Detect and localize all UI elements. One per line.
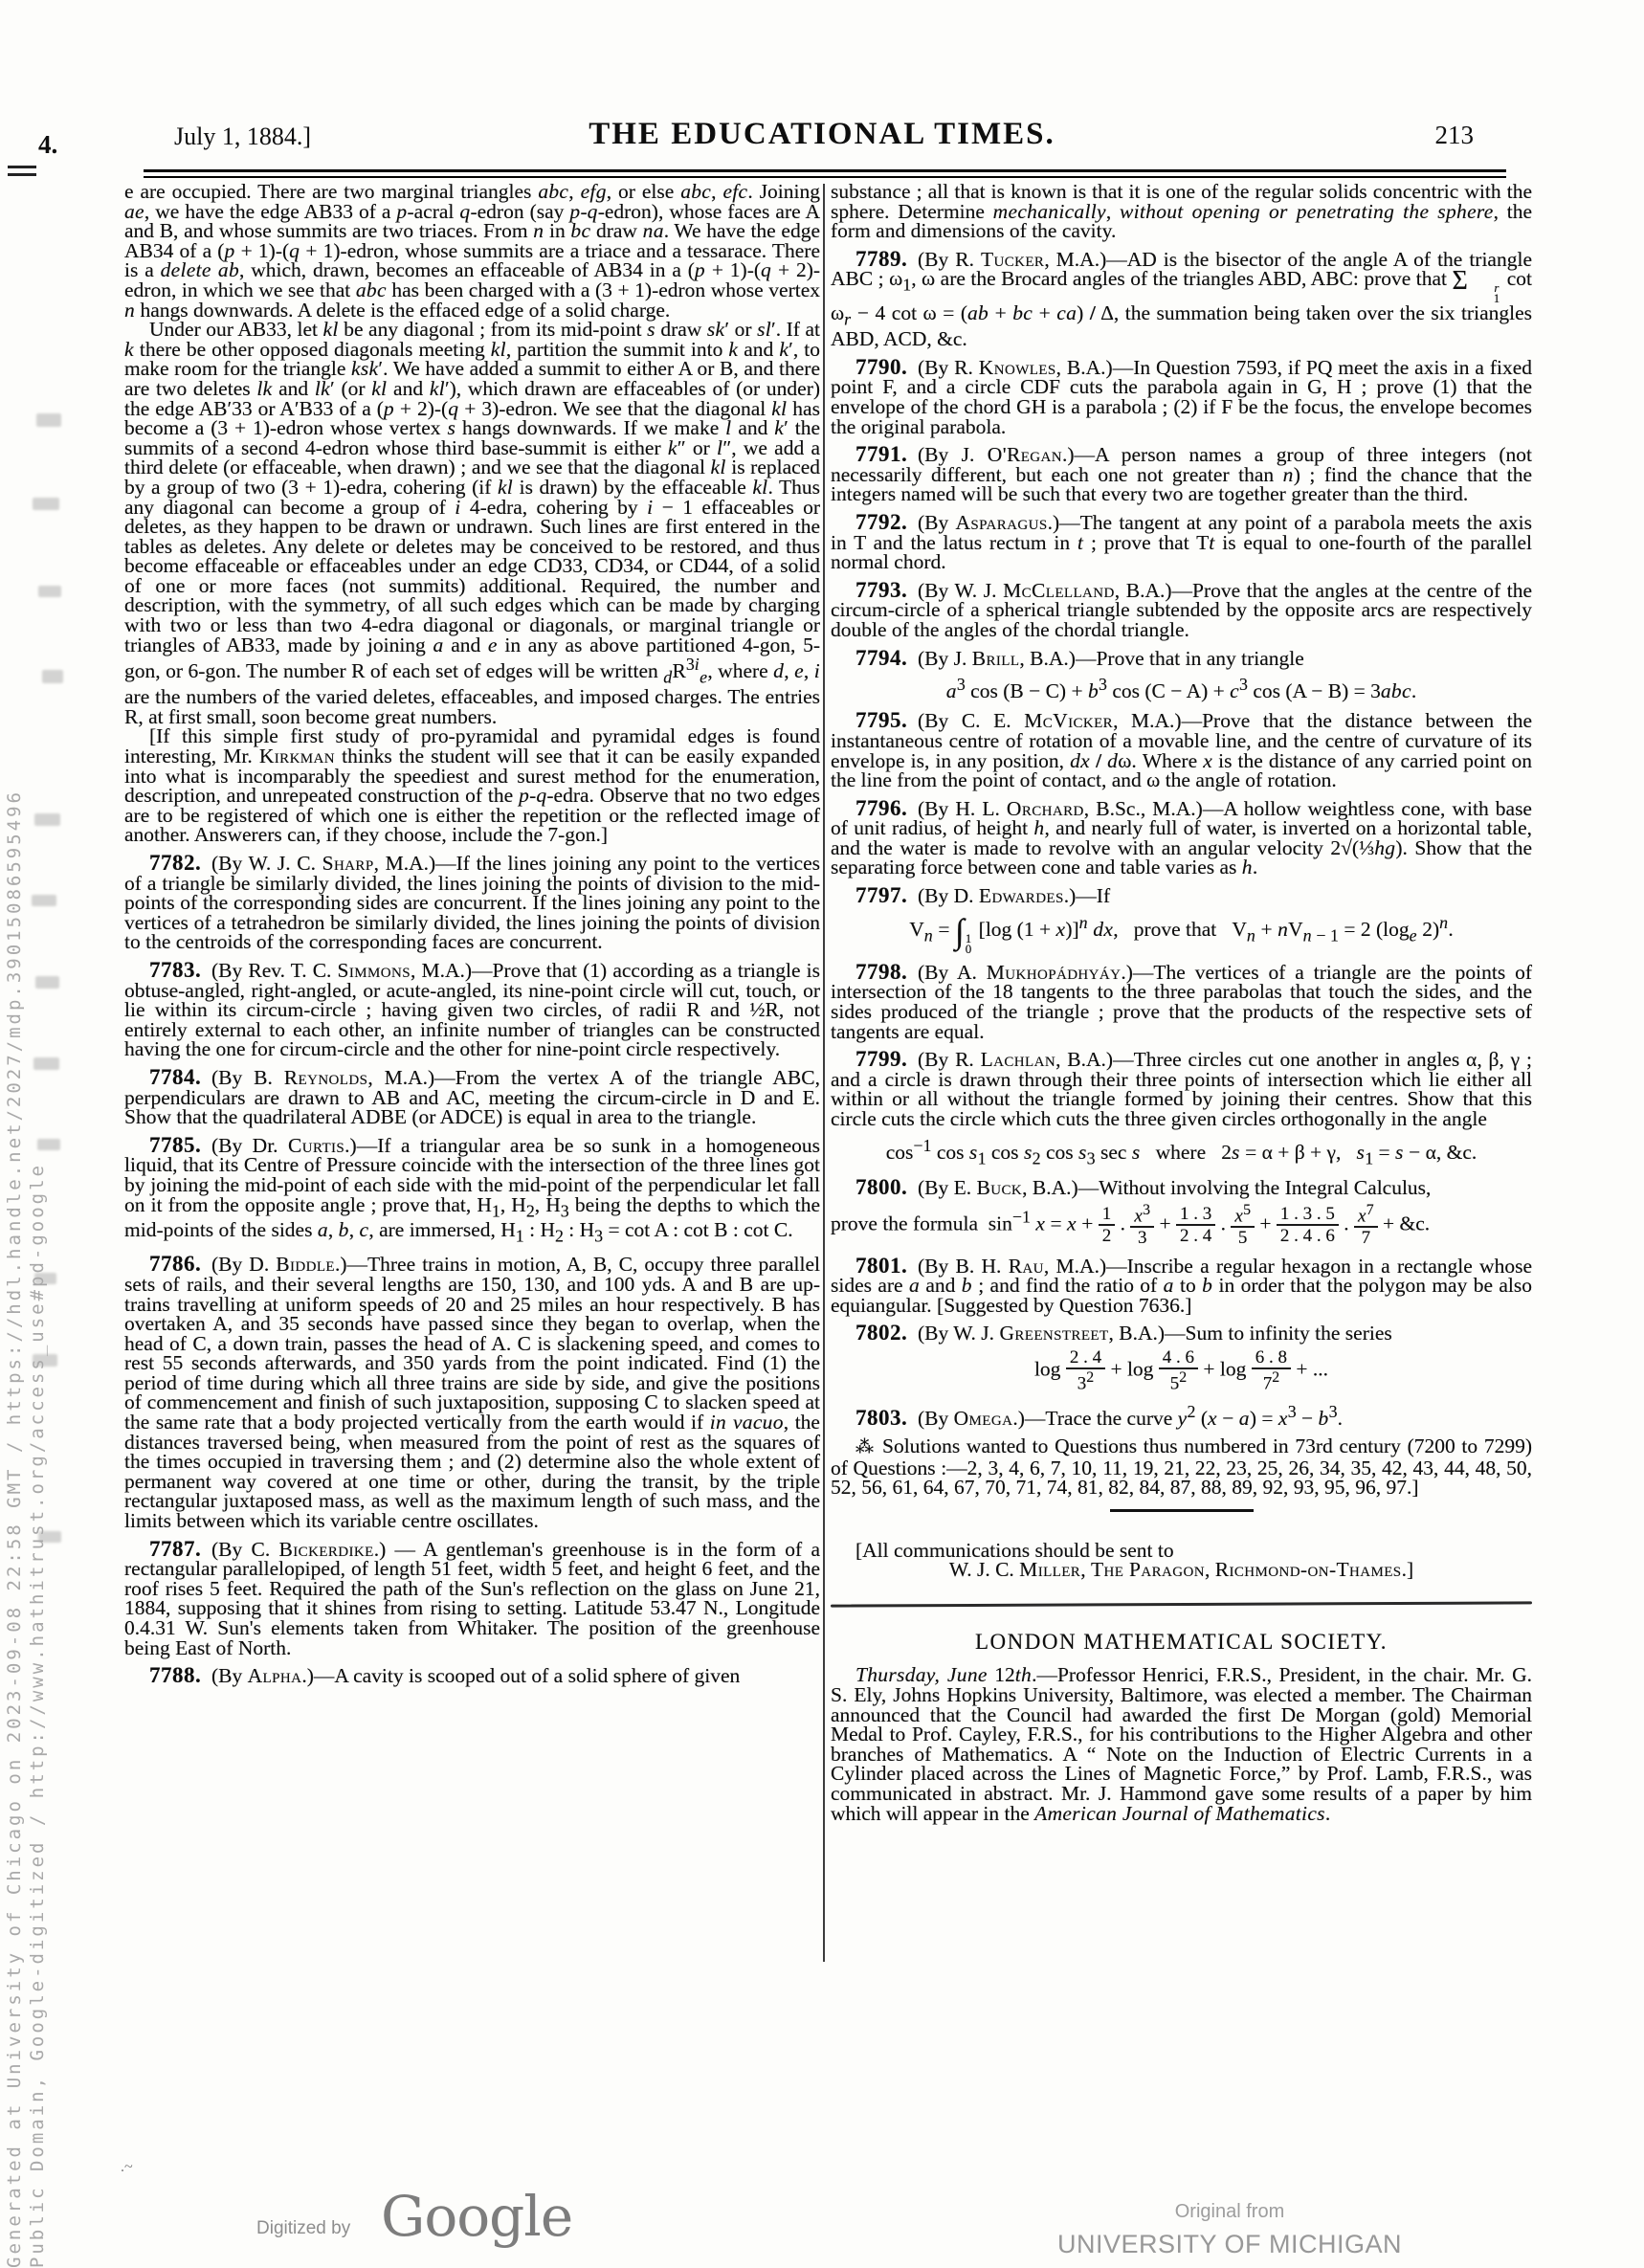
spacer xyxy=(831,1512,1532,1541)
problem-7801: 7801. (By B. H. Rau, M.A.)—Inscribe a regular hexagon in a rectangle whose sides are a and b ; and find the ratio of a to b in order that the polygon may be also equiangular. [Suggested by Question 7636.] xyxy=(831,1253,1532,1317)
problem-7786: 7786. (By D. Biddle.)—Three trains in motion, A, B, C, occupy three parallel sets of rails, and their several lengths are 150, 130, and 100 yds. A and B are up-trains travelling at uniform speeds of 20 and 25 miles an hour respectively. B has overtaken A, and 35 seconds have passed since they began to overlap, when the head of C, a down train, passes the head of A. C is slackening speed, and comes to rest 55 seconds afterwards, and 350 yards from the point indicated. Find (1) the period of time during which all three trains are side by side, and give the positions of commencement and finish of such juxtaposition, supposing C to slacken speed at the same rate that a body projected vertically from the earth would if in vacuo, the distances traversed being, when measured from the point of rest as the squares of the times occupied in traversing them ; and (2) determine also the whole extent of permanent way covered at one time or other, during the transit, by the triple rectangular juxtaposed mass, as well as the maximum length of such mass, and the limits between which its variable centre oscillates. xyxy=(124,1252,820,1533)
problem-number: 7794. xyxy=(855,645,908,670)
problem-number: 7801. xyxy=(855,1253,908,1278)
header-rule-thin xyxy=(144,176,1506,178)
problem-number: 7788. xyxy=(149,1663,202,1688)
formula: log $\frac{2 . 4}{3^2}$ + log $\frac{4 . 6}{5^2}$ + log $\frac{6 . 8}{7^2}$ + ... xyxy=(1033,1347,1329,1394)
problem-7790: 7790. (By R. Knowles, B.A.)—In Question 7593, if PQ meet the axis in a fixed point F, and a circle CDF cuts the parabola again in G, H ; prove (1) that the envelope of the chord GH is a parabola ; (2) if F be the focus, the envelope becomes the original parabola. xyxy=(831,354,1532,438)
problem-7789: 7789. (By R. Tucker, M.A.)—AD is the bisector of the angle A of the triangle ABC ; $\omega_1$, ω are the Brocard angles of the triangles ABD, ABC: prove that Σ r 1 $\cot \omega_r - 4$ cot ω = (ab + bc + ca) / Δ, the summation being taken over the six triangles ABD, ACD, &c. xyxy=(831,246,1532,351)
margin-mark xyxy=(8,173,36,176)
margin-smudge xyxy=(33,498,59,510)
problem-7782: 7782. (By W. J. C. Sharp, M.A.)—If the lines joining any point to the vertices of a triangle be similarly divided, the lines joining the points of division to the mid-points of the corresponding sides are concurrent. If the lines joining any point to the vertices of a tetrahedron be similarly divided, the lines joining the points of division to the centroids of the corresponding faces are concurrent. xyxy=(124,851,820,954)
problem-number: 7784. xyxy=(149,1064,202,1089)
problem-number: 7786. xyxy=(149,1252,202,1277)
problem-number: 7792. xyxy=(855,510,908,535)
margin-smudge xyxy=(37,1139,60,1150)
problem-number: 7799. xyxy=(855,1047,908,1072)
institution-label: UNIVERSITY OF MICHIGAN xyxy=(1056,2230,1403,2258)
margin-pencil-note: 4. xyxy=(38,130,58,159)
header-rule-thick xyxy=(144,169,1506,172)
margin-smudge xyxy=(38,586,61,597)
problem-7784: 7784. (By B. Reynolds, M.A.)—From the vertex A of the triangle ABC, perpendiculars are drawn to AB and AC, meeting the circum-circle in D and E. Show that the quadrilateral ADBE (or ADCE) is equal in area to the triangle. xyxy=(124,1064,820,1129)
problem-number: 7802. xyxy=(855,1321,908,1345)
issue-date: July 1, 1884.] xyxy=(174,122,311,150)
communications-address: W. J. C. Miller, The Paragon, Richmond-on-Thames.] xyxy=(948,1558,1414,1582)
text-block: [If this simple first study of pro-pyramidal and pyramidal edges is found interesting, Mr. Kirkman thinks the student will see that it can be easily expanded into what is incomparably the speediest and surest method for the enumeration, description, and unrepeated construction of the p-q-edra. Observe that no two edges are to be registered of which one is either the repetition or the reflected image of another. Answerers can, if they choose, include the 7-gon.] xyxy=(124,724,820,847)
formula: $\cos^{-1} \cos s_1$ $\cos s_2$ $\cos s_3$ sec s where 2s = α + β + γ, $s_1 = s - \alpha$, &c. xyxy=(885,1135,1477,1168)
spacer xyxy=(831,1580,1532,1603)
problem-7783: 7783. (By Rev. T. C. Simmons, M.A.)—Prove that (1) according as a triangle is obtuse-angled, right-angled, or acute-angled, its nine-point circle will cut, touch, or lie within its circum-circle ; having given two circles, of radii R and ½R, not entirely external to each other, an infinite number of triangles can be constructed having the one for circum-circle and the other for nine-point circle respectively. xyxy=(124,958,820,1061)
page-number: 213 xyxy=(1434,121,1474,149)
text-block: substance ; all that is known is that it is one of the regular solids concentric with the sphere. Determine mechanically, without opening or penetrating the sphere, the form and dimensions of the cavity. xyxy=(831,180,1532,243)
margin-mark xyxy=(8,166,36,168)
text-block: Under our AB33, let kl be any diagonal ; from its mid-point s draw sk′ or sl′. If at k there be other opposed diagonals meeting kl, partition the summit into k and k′, to make room for the triangle ksk′. We have added a summit to either A or B, and there are two deletes lk and lk′ (or kl and kl′), which drawn are effaceables of (or under) the edge AB′33 or A′B33 of a (p + 2)-(q + 3)-edron. We see that the diagonal kl has become a (3 + 1)-edron whose vertex s hangs downwards. If we make l and k′ the summits of a second 4-edron whose third base-summit is either k″ or l″, we add a third delete (or effaceable, when drawn) ; and we see that the diagonal kl is replaced by a group of two (3 + 1)-edra, cohering (if kl is drawn) by the effaceable kl. Thus any diagonal can become a group of i 4-edra, cohering by i − 1 effaceables or deletes, as they happen to be drawn or undrawn. Such lines are first entered in the tables as deletes. Any delete or deletes may be conceived to be restored, and thus become effaceable or effaceables under an edge CD33, CD34, or CD44, of a solid of one or more faces (not summits) additional. Required, the number and description, with the symmetry, of all such edges which can be made by charging with two or less than two 4-edra diagonal or diagonals, or marginal triangle or triangles of AB33, made by joining a and e in any as above partitioned 4-gon, 5-gon, or 6-gon. The number R of each set of edges will be written $_dR^{3i}_e$, where d, e, i are the numbers of the varied deletes, effaceables, and imposed charges. The entries R, at first small, soon become great numbers. xyxy=(124,318,821,728)
problem-7788: 7788. (By Alpha.)—A cavity is scooped out of a solid sphere of given xyxy=(149,1663,741,1688)
problem-number: 7783. xyxy=(149,958,202,983)
problem-7797: 7797. (By D. Edwardes.)—If xyxy=(855,883,1111,908)
margin-smudge xyxy=(35,976,59,989)
problem-number: 7795. xyxy=(855,708,908,733)
formula: $V_n$ = ∫ 1 0 [log (1 + x)]$^n$ dx, prove that $V_n + nV_{n - 1} = 2$ ($\log_e$ 2)$^n$. xyxy=(909,911,1454,956)
problem-7800: 7800. (By E. Buck, B.A.)—Without involving the Integral Calculus, xyxy=(855,1175,1432,1200)
margin-smudge xyxy=(42,670,63,683)
problem-number: 7798. xyxy=(855,959,908,984)
problem-7794: 7794. (By J. Brill, B.A.)—Prove that in any triangle xyxy=(855,645,1304,670)
original-from-label: Original from xyxy=(1174,2201,1285,2222)
problem-number: 7800. xyxy=(855,1175,908,1200)
problem-number: 7785. xyxy=(149,1132,202,1157)
problem-number: 7793. xyxy=(855,577,908,602)
problem-7791: 7791. (By J. O'Regan.)—A person names a group of three integers (not necessarily different, but each one not greater than n) ; find the chance that the integers named will be such that every two are together greater than the third. xyxy=(831,442,1532,506)
problem-number: 7796. xyxy=(855,795,908,820)
problem-number: 7782. xyxy=(149,851,202,876)
formula: prove the formula $\sin^{-1} x = x$ + $\frac{1}{2}$ . $\frac{x^3}{3}$ + $\frac{1 . 3}{2 . 4}$ . $\frac{x^5}{5}$ + $\frac{1 . 3 . 5}{2 . 4 . 6}$ . $\frac{x^7}{7}$ + &c. xyxy=(831,1201,1431,1249)
formula: $a^3$ $\cos (B - C) + b^3$ $\cos (C - A) + c^3$ cos (A − B) = 3abc. xyxy=(945,675,1417,703)
problem-7792: 7792. (By Asparagus.)—The tangent at any point of a parabola meets the axis in T and the latus rectum in t ; prove that Tt is equal to one-fourth of the parallel normal chord. xyxy=(831,510,1533,574)
solutions-wanted-note: ⁂ Solutions wanted to Questions thus numbered in 73rd century (7200 to 7299) of Questions :—2, 3, 4, 6, 7, 10, 11, 19, 21, 22, 23, 25, 26, 34, 35, 42, 43, 44, 48, 50, 52, 56, 61, 64, 67, 70, 71, 74, 81, 82, 84, 87, 88, 89, 92, 93, 95, 96, 97.] xyxy=(831,1434,1532,1500)
text-block: e are occupied. There are two marginal triangles abc, efg, or else abc, efc. Joining ae, we have the edge AB33 of a p-acral q-edron (say p-q-edron), whose faces are A and B, and whose summits are two triaces. From n in bc draw na. We have the edge AB34 of a (p + 1)-(q + 1)-edron, whose summits are a triace and a tessarace. There is a delete ab, which, drawn, becomes an effaceable of AB34 in a (p + 1)-(q + 2)-edron, in which we see that abc has been charged with a (3 + 1)-edron whose vertex n hangs downwards. A delete is the effaced edge of a solid charge. xyxy=(124,180,821,322)
problem-7798: 7798. (By A. Mukhopádhyáy.)—The vertices of a triangle are the points of intersection of the 18 tangents to the three parabolas that touch the sides, and the sides produced of the triangle ; prove that the products of the respective sets of tangents are equal. xyxy=(831,959,1533,1043)
right-column xyxy=(831,182,1532,1823)
problem-7799: 7799. (By R. Lachlan, B.A.)—Three circles cut one another in angles α, β, γ ; and a circle is drawn through their three points of intersection which lie either all within or all without the triangle formed by joining their centres. Show that this circle cuts the circle which cuts the three given circles orthogonally in the angle xyxy=(831,1047,1532,1130)
problem-7802: 7802. (By W. J. Greenstreet, B.A.)—Sum to infinity the series xyxy=(855,1321,1392,1345)
problem-7785: 7785. (By Dr. Curtis.)—If a triangular area be so sunk in a homogeneous liquid, that its Centre of Pressure coincide with the intersection of the three lines got by joining the mid-point of each side with the mid-point of the perpendicular let fall on it from the opposite angle ; prove that, $H_1$, $H_2$, $H_3$ being the depths to which the mid-points of the sides a, b, c, are immersed, $H_1$ : $H_2$ : $H_3 = \cot A$ : cot B : cot C. xyxy=(124,1132,820,1246)
problem-7793: 7793. (By W. J. McClelland, B.A.)—Prove that the angles at the centre of the circum-circle of a spherical triangle subtended by the opposite arcs are respectively double of the angles of the chordal triangle. xyxy=(831,577,1532,641)
problem-number: 7791. xyxy=(855,442,908,467)
margin-smudge xyxy=(32,895,56,906)
problem-7803: 7803. (By Omega.)—Trace the curve $y^2$ $(x - a) = x^3 - b^3$. xyxy=(855,1402,1343,1431)
margin-smudge xyxy=(36,413,61,427)
problem-number: 7787. xyxy=(149,1536,202,1561)
margin-mark-bottom: .~ xyxy=(121,2159,133,2175)
problem-number: 7790. xyxy=(855,354,908,379)
google-logo: Google xyxy=(381,2184,573,2249)
problem-number: 7803. xyxy=(855,1406,908,1431)
digitized-by-label: Digitized by xyxy=(256,2218,351,2238)
problem-number: 7797. xyxy=(855,883,908,908)
problem-7787: 7787. (By C. Bickerdike.) — A gentleman's greenhouse is in the form of a rectangular parallelopiped, of length 51 feet, width 5 feet, and height 6 feet, and the roof rises 5 feet. Required the path of the Sun's reflection on the glass on June 21, 1884, supposing that it shines from rising to setting. Latitude 53.47 N., Longitude 0.4.31 W. Sun's elements taken from Whitaker. The position of the greenhouse being East of North. xyxy=(124,1536,820,1659)
page-title: THE EDUCATIONAL TIMES. xyxy=(589,117,1055,151)
margin-smudge xyxy=(33,1057,59,1070)
margin-smudge xyxy=(34,813,60,826)
section-heading-lms: LONDON MATHEMATICAL SOCIETY. xyxy=(974,1629,1389,1654)
left-column xyxy=(124,182,820,1686)
problem-7796: 7796. (By H. L. Orchard, B.Sc., M.A.)—A hollow weightless cone, with base of unit radius, of height h, and nearly full of water, is inverted on a horizontal table, and the water is made to revolve with an angular velocity 2√(⅓hg). Show that the separating force between cone and table varies as h. xyxy=(831,795,1532,879)
spacer xyxy=(831,1498,1532,1509)
hathitrust-rights-stamp: Public Domain, Google-digitized / http://www.hathitrust.org/access_use#pd-google xyxy=(27,1162,48,2268)
problem-7795: 7795. (By C. E. McVicker, M.A.)—Prove that the distance between the instantaneous centre of rotation of a movable line, and the centre of curvature of its envelope is, in any position, dx / dω. Where x is the distance of any carried point on the line from the point of contact, and ω the angle of rotation. xyxy=(831,708,1533,792)
lms-report: Thursday, June 12th.—Professor Henrici, F.R.S., President, in the chair. Mr. G. S. Ely, Johns Hopkins University, Baltimore, was elected a member. The Chairman announced that the Council had awarded the first De Morgan (gold) Memorial Medal to Prof. Cayley, F.R.S., for his contributions to the Higher Algebra and other branches of Mathematics. A “ Note on the Induction of Electric Currents in a Cylinder placed across the Lines of Magnetic Force,” by Prof. Lamb, F.R.S., was communicated in abstract. Mr. J. Hammond gave some results of a paper by him which will appear in the American Journal of Mathematics. xyxy=(831,1663,1532,1825)
spacer xyxy=(831,1606,1532,1631)
column-divider-rule xyxy=(823,184,825,1962)
problem-number: 7789. xyxy=(855,246,908,271)
communications-note: [All communications should be sent to xyxy=(855,1538,1174,1562)
hathitrust-generated-stamp: Generated at University of Chicago on 2023-09-08 22:58 GMT / https://hdl.handle.net/2027/mdp.39015086595496 xyxy=(4,789,25,2268)
